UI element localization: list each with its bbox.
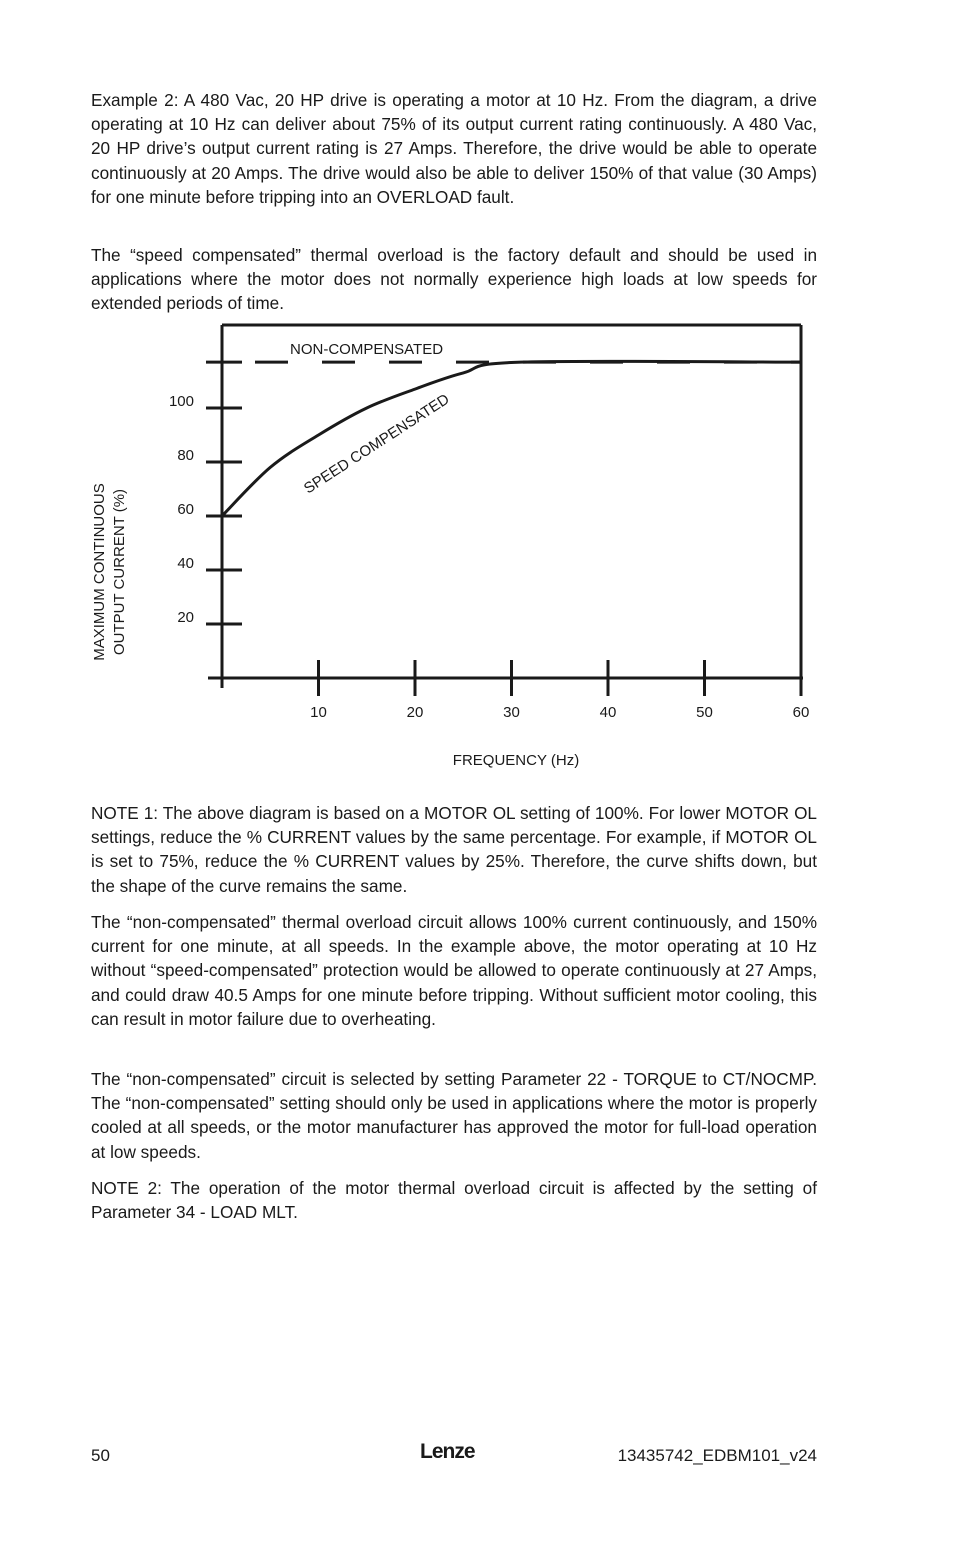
- paragraph-example2: Example 2: A 480 Vac, 20 HP drive is operating a motor at 10 Hz. From the diagram, a drive operating at 10 Hz can deliver about 75% of its output current rating continuously. A 480 Vac, 20 HP drive’s output current rating is 27 Amps. Therefore, the drive would be able to operate continuously at 20 Amps. The drive would also be able to deliver 150% of that value (30 Amps) for one minute before tripping into an OVERLOAD fault.: [91, 90, 817, 207]
- y-tick-label: 20: [177, 609, 194, 626]
- paragraph-speed-compensated: The “speed compensated” thermal overload is the factory default and should be used in applications where the motor does not normally experience high loads at low speeds for extended periods of time.: [91, 245, 817, 314]
- series-label-speed-compensated: SPEED COMPENSATED: [300, 390, 453, 498]
- y-tick-label: 60: [177, 501, 194, 518]
- chart-ticks: [169, 362, 809, 721]
- x-tick-label: 10: [310, 704, 327, 721]
- y-axis-label-line2: OUTPUT CURRENT (%): [111, 488, 128, 656]
- paragraph-note2: NOTE 2: The operation of the motor thermal overload circuit is affected by the setting of Parameter 34 - LOAD MLT.: [91, 1178, 817, 1223]
- x-tick-label: 20: [406, 704, 424, 721]
- overload-chart: [80, 318, 820, 788]
- y-tick-label: 80: [177, 447, 194, 464]
- x-tick-label: 30: [503, 704, 520, 721]
- x-tick-label: 50: [696, 704, 713, 721]
- series-label-non-compensated: NON-COMPENSATED: [290, 341, 444, 358]
- paragraph-note1: NOTE 1: The above diagram is based on a MOTOR OL setting of 100%. For lower MOTOR OL settings, reduce the % CURRENT values by the same percentage. For example, if MOTOR OL is set to 75%, reduce the % CURRENT values by 25%. Therefore, the curve shifts down, but the shape of the curve remains the same.: [91, 803, 817, 896]
- page-number: 50: [91, 1446, 110, 1465]
- x-tick-label: 60: [792, 704, 810, 721]
- y-tick-label: 40: [177, 555, 194, 572]
- paragraph-non-compensated: The “non-compensated” thermal overload circuit allows 100% current continuously, and 150% current for one minute, at all speeds. In the example above, the motor operating at 10 Hz without “speed-compensated” protection would be allowed to operate continuously at 27 Amps, and could draw 40.5 Amps for one minute before tripping. Without sufficient motor cooling, this can result in motor failure due to overheating.: [91, 912, 817, 1029]
- y-tick-label: 100: [168, 393, 194, 410]
- chart-frame: [208, 325, 803, 688]
- y-axis-label-line1: MAXIMUM CONTINUOUS: [91, 483, 108, 661]
- document-id: 13435742_EDBM101_v24: [617, 1446, 817, 1465]
- x-axis-label: FREQUENCY (Hz): [452, 752, 580, 769]
- x-tick-label: 40: [599, 704, 617, 721]
- paragraph-selection: The “non-compensated” circuit is selected by setting Parameter 22 - TORQUE to CT/NOCMP. The “non-compensated” setting should only be used in applications where the motor is properly cooled at all speeds, or the motor manufacturer has approved the motor for full-load operation at low speeds.: [91, 1069, 817, 1162]
- lenze-logo: Lenze: [420, 1440, 475, 1463]
